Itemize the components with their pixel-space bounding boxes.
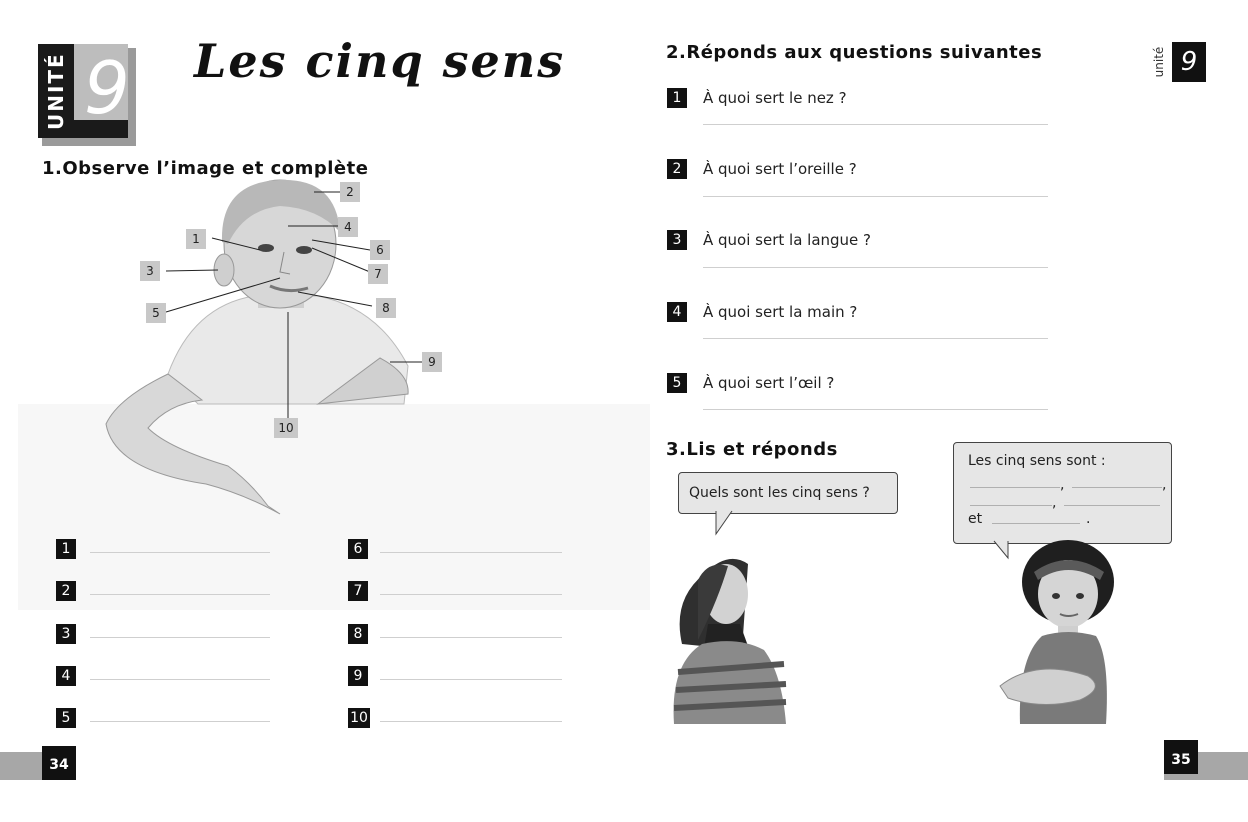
page-number-left-bar xyxy=(0,752,76,780)
answer-num: 1 xyxy=(56,539,76,559)
sense-blank[interactable] xyxy=(992,523,1080,524)
answer-line[interactable] xyxy=(703,267,1048,268)
comma: , xyxy=(1060,477,1065,493)
comma: , xyxy=(1052,495,1057,511)
answer-num: 3 xyxy=(56,624,76,644)
question-num: 2 xyxy=(667,159,687,179)
label-9: 9 xyxy=(422,352,442,372)
unit-number: 9 xyxy=(84,46,130,130)
question-num: 3 xyxy=(667,230,687,250)
answer-line[interactable] xyxy=(90,637,270,638)
answer-line[interactable] xyxy=(90,594,270,595)
question-num: 4 xyxy=(667,302,687,322)
label-3: 3 xyxy=(140,261,160,281)
sense-blank[interactable] xyxy=(970,505,1052,506)
sense-blank[interactable] xyxy=(1064,505,1160,506)
label-5: 5 xyxy=(146,303,166,323)
label-6: 6 xyxy=(370,240,390,260)
sense-blank[interactable] xyxy=(970,487,1060,488)
unit-badge xyxy=(38,44,136,146)
answer-num: 2 xyxy=(56,581,76,601)
page-number-left: 34 xyxy=(42,746,76,780)
answer-bubble-intro: Les cinq sens sont : xyxy=(968,453,1106,469)
answer-num: 5 xyxy=(56,708,76,728)
section3-heading: 3.Lis et réponds xyxy=(666,439,838,460)
question-num: 5 xyxy=(667,373,687,393)
section1-heading: 1.Observe l’image et complète xyxy=(42,158,369,179)
question-bubble-tail xyxy=(712,510,736,536)
girl-asking-photo xyxy=(668,540,792,724)
label-4: 4 xyxy=(338,217,358,237)
answer-line[interactable] xyxy=(703,124,1048,125)
answer-line[interactable] xyxy=(380,721,562,722)
corner-unit-badge xyxy=(1150,42,1206,82)
label-8: 8 xyxy=(376,298,396,318)
boy-photo xyxy=(18,178,650,610)
answer-num: 8 xyxy=(348,624,368,644)
answer-num: 7 xyxy=(348,581,368,601)
answer-line[interactable] xyxy=(380,637,562,638)
and-word: et xyxy=(968,511,983,527)
question-text: À quoi sert l’œil ? xyxy=(703,374,835,392)
page-title: Les cinq sens xyxy=(194,34,566,88)
label-2: 2 xyxy=(340,182,360,202)
answer-bubble xyxy=(953,442,1172,544)
answer-num: 4 xyxy=(56,666,76,686)
answer-line[interactable] xyxy=(380,552,562,553)
answer-line[interactable] xyxy=(703,338,1048,339)
question-bubble-text: Quels sont les cinq sens ? xyxy=(689,485,870,501)
answer-num: 6 xyxy=(348,539,368,559)
unit-word: UNITÉ xyxy=(44,52,68,130)
question-bubble xyxy=(678,472,898,514)
question-text: À quoi sert le nez ? xyxy=(703,89,847,107)
answer-num: 9 xyxy=(348,666,368,686)
question-text: À quoi sert la langue ? xyxy=(703,231,872,249)
label-10: 10 xyxy=(274,418,298,438)
answer-line[interactable] xyxy=(90,552,270,553)
label-1: 1 xyxy=(186,229,206,249)
question-text: À quoi sert la main ? xyxy=(703,303,858,321)
page-number-right-bar xyxy=(1164,752,1248,780)
answer-line[interactable] xyxy=(90,679,270,680)
corner-unit-number: 9 xyxy=(1172,42,1206,82)
answer-line[interactable] xyxy=(380,594,562,595)
comma: , xyxy=(1162,477,1167,493)
period: . xyxy=(1086,511,1091,527)
question-num: 1 xyxy=(667,88,687,108)
section2-heading: 2.Réponds aux questions suivantes xyxy=(666,42,1043,63)
answer-line[interactable] xyxy=(703,409,1048,410)
corner-unit-word: unité xyxy=(1152,46,1166,78)
answer-num: 10 xyxy=(348,708,370,728)
answer-line[interactable] xyxy=(380,679,562,680)
page-number-right: 35 xyxy=(1164,740,1198,774)
label-7: 7 xyxy=(368,264,388,284)
answer-line[interactable] xyxy=(90,721,270,722)
sense-blank[interactable] xyxy=(1072,487,1162,488)
girl-answering-photo xyxy=(996,538,1120,724)
answer-line[interactable] xyxy=(703,196,1048,197)
question-text: À quoi sert l’oreille ? xyxy=(703,160,857,178)
